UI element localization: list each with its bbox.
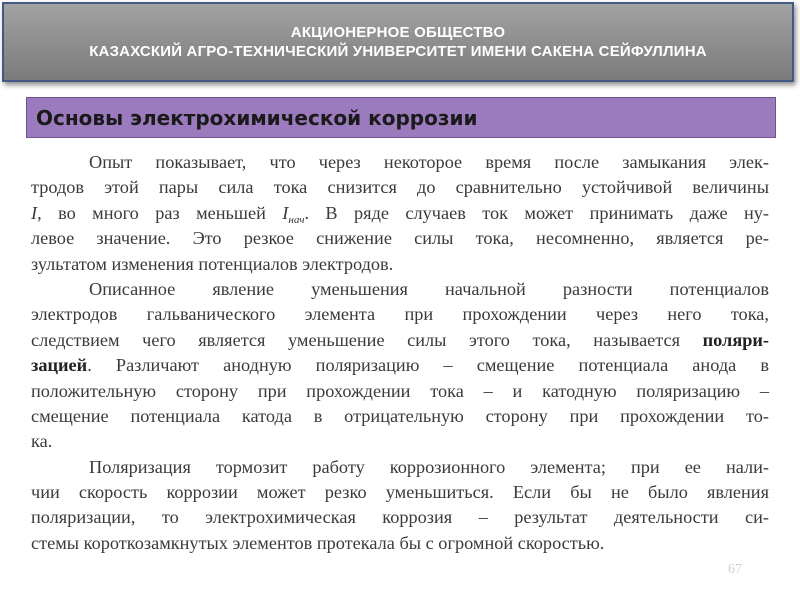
page-number: 67	[728, 562, 742, 577]
text-line: Опыт показывает, что через некоторое время после замыкания элек-	[89, 152, 769, 172]
text-line	[31, 328, 769, 353]
text-line: смещение потенциала катода в отрицательную сторону при прохождении то-	[31, 405, 769, 426]
text-line	[31, 201, 769, 226]
text-line	[31, 353, 769, 378]
text-line: Описанное явление уменьшения начальной разности потенциалов	[89, 278, 769, 299]
paragraph-2	[31, 277, 769, 455]
text-line: поляризации, то электрохимическая коррозия – результат деятельности си-	[31, 507, 769, 528]
text-line: стемы короткозамкнутых элементов протекала бы с огромной скоростью.	[31, 532, 605, 553]
text-line: электродов гальванического элемента при прохождении через него тока,	[31, 304, 769, 325]
header-line-organization: АКЦИОНЕРНОЕ ОБЩЕСТВО	[290, 24, 506, 41]
paragraph-3	[31, 455, 769, 557]
paragraph-1	[31, 150, 769, 277]
text-line: зультатом изменения потенциалов электродов.	[31, 253, 394, 274]
term-polarization-end: зацией	[31, 355, 88, 376]
text-line: тродов этой пары сила тока снизится до сравнительно устойчивой величины	[31, 177, 769, 198]
university-header-banner	[2, 2, 794, 82]
text-fragment: следствием чего является уменьшение силы этого тока, называется	[31, 329, 681, 350]
text-fragment: . Различают анодную поляризацию – смещение потенциала анода в	[87, 355, 769, 376]
text-fragment: , во много раз меньшей	[37, 202, 266, 223]
text-fragment: . В ряде случаев ток может принимать даже ну-	[304, 202, 770, 223]
subscript-initial: нач	[288, 213, 305, 226]
header-line-university: КАЗАХСКИЙ АГРО-ТЕХНИЧЕСКИЙ УНИВЕРСИТЕТ ИМЕНИ САКЕНА СЕЙФУЛЛИНА	[89, 43, 707, 60]
text-line: левое значение. Это резкое снижение силы тока, несомненно, является ре-	[31, 228, 769, 249]
term-polarization-start: поляри-	[702, 329, 769, 350]
text-line: положительную сторону при прохождении тока – и катодную поляризацию –	[31, 380, 769, 401]
slide-title-bar	[26, 97, 776, 138]
text-line: чии скорость коррозии может резко уменьшиться. Если бы не было явления	[31, 482, 769, 503]
document-body	[31, 150, 769, 556]
initial-current-symbol: $I_{нач}$	[282, 202, 305, 226]
slide-title: Основы электрохимической коррозии	[36, 105, 478, 130]
text-line: Поляризация тормозит работу коррозионного элемента; при ее нали-	[89, 456, 769, 477]
text-line: ка.	[31, 431, 53, 452]
current-symbol: I	[31, 202, 38, 223]
